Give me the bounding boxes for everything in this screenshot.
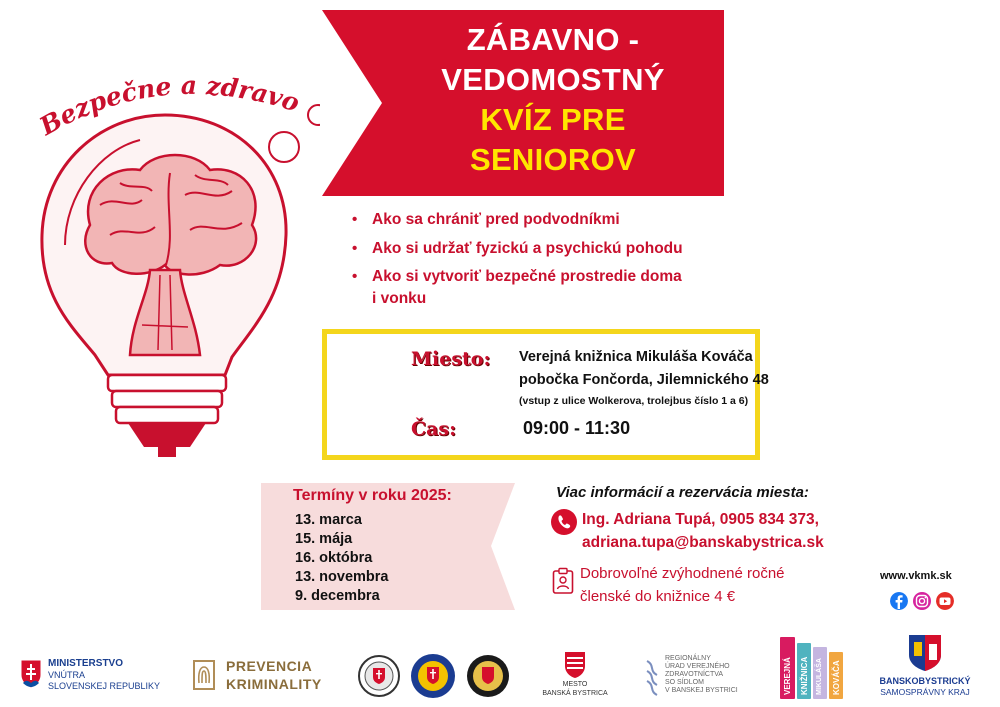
bulb-socket — [108, 375, 226, 457]
library-word-3: MIKULÁŠA — [816, 658, 823, 695]
city-logo — [540, 651, 610, 701]
region-logo — [870, 634, 980, 700]
health-line-5: V BANSKEJ BYSTRICI — [665, 687, 738, 694]
health-wave-icon — [645, 657, 659, 697]
police-badge-icon — [358, 655, 400, 697]
membership-line-1: Dobrovoľné zvýhodnené ročné — [580, 565, 785, 582]
dates-panel — [261, 483, 515, 610]
city-coat-of-arms-icon — [564, 651, 586, 679]
membership-line-2: členské do knižnice 4 € — [580, 588, 736, 605]
contact-heading: Viac informácií a rezervácia miesta: — [556, 484, 809, 501]
tagline-text: Bezpečne a zdravo — [34, 70, 303, 142]
ministry-line-3: SLOVENSKEJ REPUBLIKY — [48, 681, 161, 691]
library-word-2: KNIŽNICA — [800, 656, 809, 695]
instagram-icon[interactable] — [913, 592, 931, 610]
library-logo — [780, 637, 846, 701]
date-item: 9. decembra — [295, 588, 380, 604]
topic-text: Ako sa chrániť pred podvodníkmi — [372, 211, 620, 228]
bubble-medium — [269, 132, 299, 162]
health-line-1: REGIONÁLNY — [665, 655, 711, 662]
public-health-office-logo — [645, 655, 745, 700]
id-card-icon — [552, 567, 574, 595]
prevention-line-2: KRIMINALITY — [226, 676, 322, 692]
date-item: 13. marca — [295, 512, 362, 528]
website-link[interactable]: www.vkmk.sk — [880, 570, 952, 582]
region-coat-of-arms-icon — [908, 634, 942, 672]
topic-text: Ako si udržať fyzickú a psychickú pohodu — [372, 240, 683, 257]
crime-prevention-logo — [190, 655, 335, 697]
place-note: (vstup z ulice Wolkerova, trolejbus číslo 1 a 6) — [519, 395, 749, 407]
fingerprint-icon — [190, 655, 218, 695]
bullet-marker: • — [352, 211, 358, 228]
date-item: 16. októbra — [295, 550, 373, 566]
ministry-logo — [20, 657, 170, 697]
title-line-2: VEDOMOSTNÝ — [441, 62, 665, 97]
health-line-3: ZDRAVOTNÍCTVA — [665, 671, 724, 678]
ministry-line-1: MINISTERSTVO — [48, 658, 124, 669]
time-label: Čas: — [411, 418, 457, 440]
region-line-2: SAMOSPRÁVNY KRAJ — [880, 687, 970, 697]
region-line-1: BANSKOBYSTRICKÝ — [879, 676, 971, 686]
ministry-line-2: VNÚTRA — [48, 670, 86, 680]
topic-text: Ako si vytvoriť bezpečné prostredie doma — [372, 268, 682, 285]
place-label: Miesto: — [411, 348, 491, 370]
place-line-1: Verejná knižnica Mikuláša Kováča — [519, 349, 753, 365]
title-banner — [322, 10, 724, 196]
slovak-coat-of-arms-icon — [20, 659, 42, 689]
date-item: 15. mája — [295, 531, 353, 547]
place-line-2: pobočka Fončorda, Jilemnického 48 — [519, 372, 769, 388]
facebook-icon[interactable] — [890, 592, 908, 610]
title-line-3: KVÍZ PRE — [480, 102, 626, 137]
dates-heading: Termíny v roku 2025: — [293, 487, 452, 504]
time-value: 09:00 - 11:30 — [523, 418, 631, 438]
prevention-line-1: PREVENCIA — [226, 658, 313, 674]
title-line-1: ZÁBAVNO - — [466, 22, 640, 57]
youtube-icon[interactable] — [936, 592, 954, 610]
topic-text: i vonku — [372, 290, 427, 307]
city-line-2: BANSKÁ BYSTRICA — [542, 690, 608, 697]
bullet-marker: • — [352, 268, 358, 285]
phone-icon — [551, 509, 577, 535]
library-word-4: KOVÁČA — [832, 660, 841, 695]
date-item: 13. novembra — [295, 569, 389, 585]
lightbulb-brain-illustration — [20, 95, 320, 475]
venue-time-box — [322, 329, 769, 460]
fire-rescue-badge-icon — [410, 653, 456, 699]
library-word-1: VEREJNÁ — [783, 657, 792, 695]
health-line-2: ÚRAD VEREJNÉHO — [665, 663, 730, 670]
health-line-4: SO SÍDLOM — [665, 679, 704, 686]
city-line-1: MESTO — [562, 681, 588, 688]
bubble-small — [308, 105, 320, 125]
contact-phone[interactable]: Ing. Adriana Tupá, 0905 834 373, — [582, 511, 819, 528]
municipal-police-badge-icon — [466, 654, 510, 698]
title-line-4: SENIOROV — [469, 142, 637, 177]
contact-email[interactable]: adriana.tupa@banskabystrica.sk — [582, 534, 824, 551]
bullet-marker: • — [352, 240, 358, 257]
